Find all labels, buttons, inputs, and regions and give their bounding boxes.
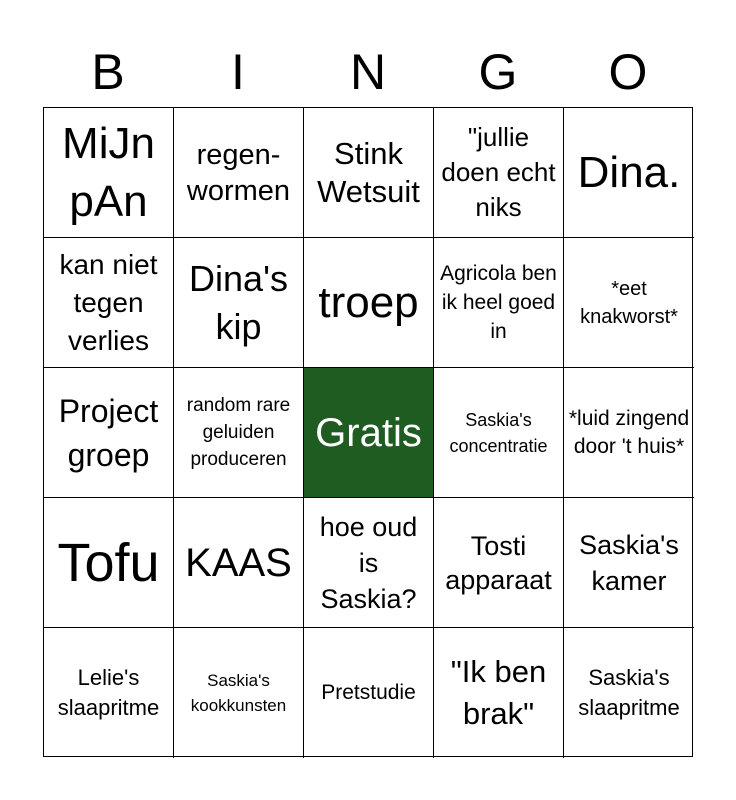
- cell-text: Dina.: [577, 147, 681, 197]
- bingo-cell[interactable]: [564, 368, 694, 498]
- cell-text: Pretstudie: [321, 681, 416, 704]
- free-space-cell[interactable]: [304, 368, 434, 498]
- cell-text: "Ik ben brak": [450, 654, 547, 731]
- bingo-cell[interactable]: [174, 108, 304, 238]
- bingo-cell[interactable]: [304, 498, 434, 628]
- bingo-cell[interactable]: [44, 498, 174, 628]
- header-letter-g: G: [478, 44, 518, 100]
- cell-text: Project groep: [58, 392, 159, 473]
- cell-text: regen-wormen: [186, 138, 291, 207]
- cell-text: Lelie's slaapritme: [57, 665, 160, 720]
- header-letter-n: N: [349, 44, 387, 100]
- cell-text: random rare geluiden produceren: [186, 395, 291, 470]
- bingo-cell[interactable]: [174, 238, 304, 368]
- cell-text: Saskia's concentratie: [449, 409, 548, 456]
- cell-text: Saskia's slaapritme: [578, 665, 680, 720]
- bingo-cell[interactable]: [174, 498, 304, 628]
- cell-text: KAAS: [185, 540, 292, 585]
- bingo-cell[interactable]: [304, 108, 434, 238]
- cell-text: Tosti apparaat: [445, 530, 552, 595]
- cell-text: hoe oud is Saskia?: [319, 511, 418, 614]
- cell-text: *eet knakworst*: [580, 277, 678, 328]
- bingo-cell[interactable]: [174, 368, 304, 498]
- bingo-cell[interactable]: [44, 108, 174, 238]
- bingo-cell[interactable]: [44, 368, 174, 498]
- header-letter-i: I: [231, 44, 245, 100]
- cell-text: *luid zingend door 't huis*: [568, 406, 690, 458]
- cell-text: Saskia's kookkunsten: [190, 671, 287, 715]
- cell-text: kan niet tegen verlies: [59, 248, 158, 356]
- bingo-header: [43, 40, 693, 104]
- bingo-cell[interactable]: [174, 628, 304, 758]
- cell-text: Tofu: [57, 532, 160, 593]
- header-letter-o: O: [608, 44, 648, 100]
- header-letter-b: B: [91, 44, 125, 100]
- bingo-cell[interactable]: [434, 628, 564, 758]
- bingo-cell[interactable]: [564, 238, 694, 368]
- bingo-cell[interactable]: [44, 628, 174, 758]
- cell-text: MiJn pAn: [62, 118, 155, 226]
- bingo-cell[interactable]: [44, 238, 174, 368]
- bingo-cell[interactable]: [434, 108, 564, 238]
- cell-text: "jullie doen echt niks: [441, 122, 556, 222]
- cell-text: Gratis: [315, 410, 422, 455]
- cell-text: Dina's kip: [189, 257, 288, 347]
- bingo-cell[interactable]: [564, 628, 694, 758]
- bingo-cell[interactable]: [564, 108, 694, 238]
- bingo-cell[interactable]: [434, 238, 564, 368]
- bingo-cell[interactable]: [304, 628, 434, 758]
- bingo-grid: [43, 107, 693, 757]
- bingo-cell[interactable]: [304, 238, 434, 368]
- bingo-cell[interactable]: [434, 498, 564, 628]
- bingo-cell[interactable]: [564, 498, 694, 628]
- cell-text: troep: [318, 277, 419, 327]
- cell-text: Stink Wetsuit: [317, 135, 420, 209]
- bingo-cell[interactable]: [434, 368, 564, 498]
- cell-text: Agricola ben ik heel goed in: [440, 262, 557, 343]
- cell-text: Saskia's kamer: [579, 529, 679, 596]
